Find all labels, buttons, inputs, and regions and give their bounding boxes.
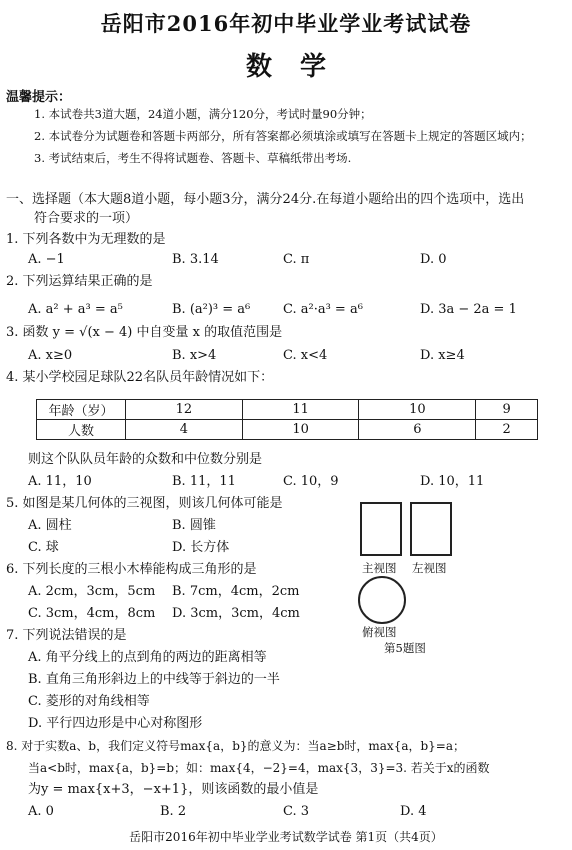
tip-item-2: 2. 本试卷分为试题卷和答题卡两部分，所有答案都必须填涂或填写在答题卡上规定的答题区域内； [34, 129, 532, 143]
q3-stem: 3. 函数 y = √(x − 4) 中自变量 x 的取值范围是 [6, 325, 283, 340]
table-cell: 12 [126, 400, 243, 420]
q5-option-c: C. 球 [28, 540, 59, 555]
q6-option-a: A. 2cm，3cm，5cm [28, 584, 156, 599]
table-header-age: 年龄（岁） [37, 400, 126, 420]
tip-item-3: 3. 考试结束后，考生不得将试题卷、答题卡、草稿纸带出考场. [34, 151, 352, 165]
table-cell: 11 [242, 400, 359, 420]
section-heading-cont: 符合要求的一项） [34, 211, 139, 226]
exam-subject: 数学 [245, 52, 354, 82]
q8-line-2: 当a<b时，max{a，b}=b；如：max{4，−2}=4，max{3，3}=3. 若关于x的函数 [28, 761, 490, 775]
q6-option-d: D. 3cm，3cm，4cm [172, 606, 300, 621]
top-view-label: 俯视图 [362, 625, 397, 639]
front-view-label: 主视图 [362, 561, 397, 575]
section-heading: 一、选择题（本大题8道小题，每小题3分，满分24分.在每道小题给出的四个选项中，选出 [6, 192, 525, 207]
q7-stem: 7. 下列说法错误的是 [6, 628, 127, 643]
q2-option-a: A. a² + a³ = a⁵ [28, 302, 123, 317]
table-header-count: 人数 [37, 420, 126, 440]
q8-option-a: A. 0 [28, 804, 54, 819]
table-cell: 4 [126, 420, 243, 440]
q5-option-b: B. 圆锥 [172, 518, 216, 533]
age-table [36, 399, 538, 440]
exam-title: 岳阳市2016年初中毕业学业考试试卷 [100, 11, 472, 36]
front-view-rectangle [360, 502, 402, 556]
q4-option-d: D. 10，11 [420, 474, 485, 489]
q8-option-d: D. 4 [400, 804, 427, 819]
q3-option-a: A. x≥0 [28, 348, 73, 363]
q6-option-c: C. 3cm，4cm，8cm [28, 606, 156, 621]
q6-option-b: B. 7cm，4cm，2cm [172, 584, 300, 599]
q5-option-a: A. 圆柱 [28, 518, 72, 533]
table-cell: 6 [359, 420, 476, 440]
table-cell: 9 [476, 400, 538, 420]
figure-caption: 第5题图 [384, 641, 426, 655]
q3-option-c: C. x<4 [283, 348, 328, 363]
q7-option-a: A. 角平分线上的点到角的两边的距离相等 [28, 650, 267, 665]
q1-option-a: A. −1 [28, 252, 65, 267]
q7-option-b: B. 直角三角形斜边上的中线等于斜边的一半 [28, 672, 280, 687]
table-row [37, 400, 538, 420]
q1-option-b: B. 3.14 [172, 252, 219, 267]
q1-option-c: C. π [283, 252, 310, 267]
table-row [37, 420, 538, 440]
left-view-label: 左视图 [412, 561, 447, 575]
q8-line-1: 8. 对于实数a、b，我们定义符号max{a，b}的意义为：当a≥b时，max{a，b}=a； [6, 739, 466, 753]
table-cell: 10 [359, 400, 476, 420]
top-view-circle [358, 576, 406, 624]
q2-stem: 2. 下列运算结果正确的是 [6, 274, 153, 289]
q4-stem: 4. 某小学校园足球队22名队员年龄情况如下： [6, 370, 274, 385]
left-view-rectangle [410, 502, 452, 556]
tip-item-1: 1. 本试卷共3道大题，24道小题，满分120分，考试时量90分钟； [34, 107, 372, 121]
q2-option-b: B. (a²)³ = a⁶ [172, 302, 251, 317]
q2-option-d: D. 3a − 2a = 1 [420, 302, 517, 317]
q7-option-c: C. 菱形的对角线相等 [28, 694, 150, 709]
q3-option-b: B. x>4 [172, 348, 217, 363]
tips-heading: 温馨提示： [6, 90, 72, 105]
q1-stem: 1. 下列各数中为无理数的是 [6, 232, 166, 247]
q3-option-d: D. x≥4 [420, 348, 465, 363]
table-cell: 2 [476, 420, 538, 440]
q8-option-c: C. 3 [283, 804, 310, 819]
q4-option-c: C. 10，9 [283, 474, 339, 489]
q1-option-d: D. 0 [420, 252, 447, 267]
table-cell: 10 [242, 420, 359, 440]
q4-option-b: B. 11，11 [172, 474, 236, 489]
q4-follow: 则这个队队员年龄的众数和中位数分别是 [28, 452, 263, 467]
q6-stem: 6. 下列长度的三根小木棒能构成三角形的是 [6, 562, 257, 577]
q5-option-d: D. 长方体 [172, 540, 230, 555]
q2-option-c: C. a²·a³ = a⁶ [283, 302, 363, 317]
q7-option-d: D. 平行四边形是中心对称图形 [28, 716, 203, 731]
q8-line-3: 为y = max{x+3，−x+1}，则该函数的最小值是 [28, 782, 319, 797]
q5-stem: 5. 如图是某几何体的三视图，则该几何体可能是 [6, 496, 283, 511]
q8-option-b: B. 2 [160, 804, 187, 819]
page-footer: 岳阳市2016年初中毕业学业考试数学试卷 第1页（共4页） [129, 830, 443, 844]
q4-option-a: A. 11，10 [28, 474, 92, 489]
